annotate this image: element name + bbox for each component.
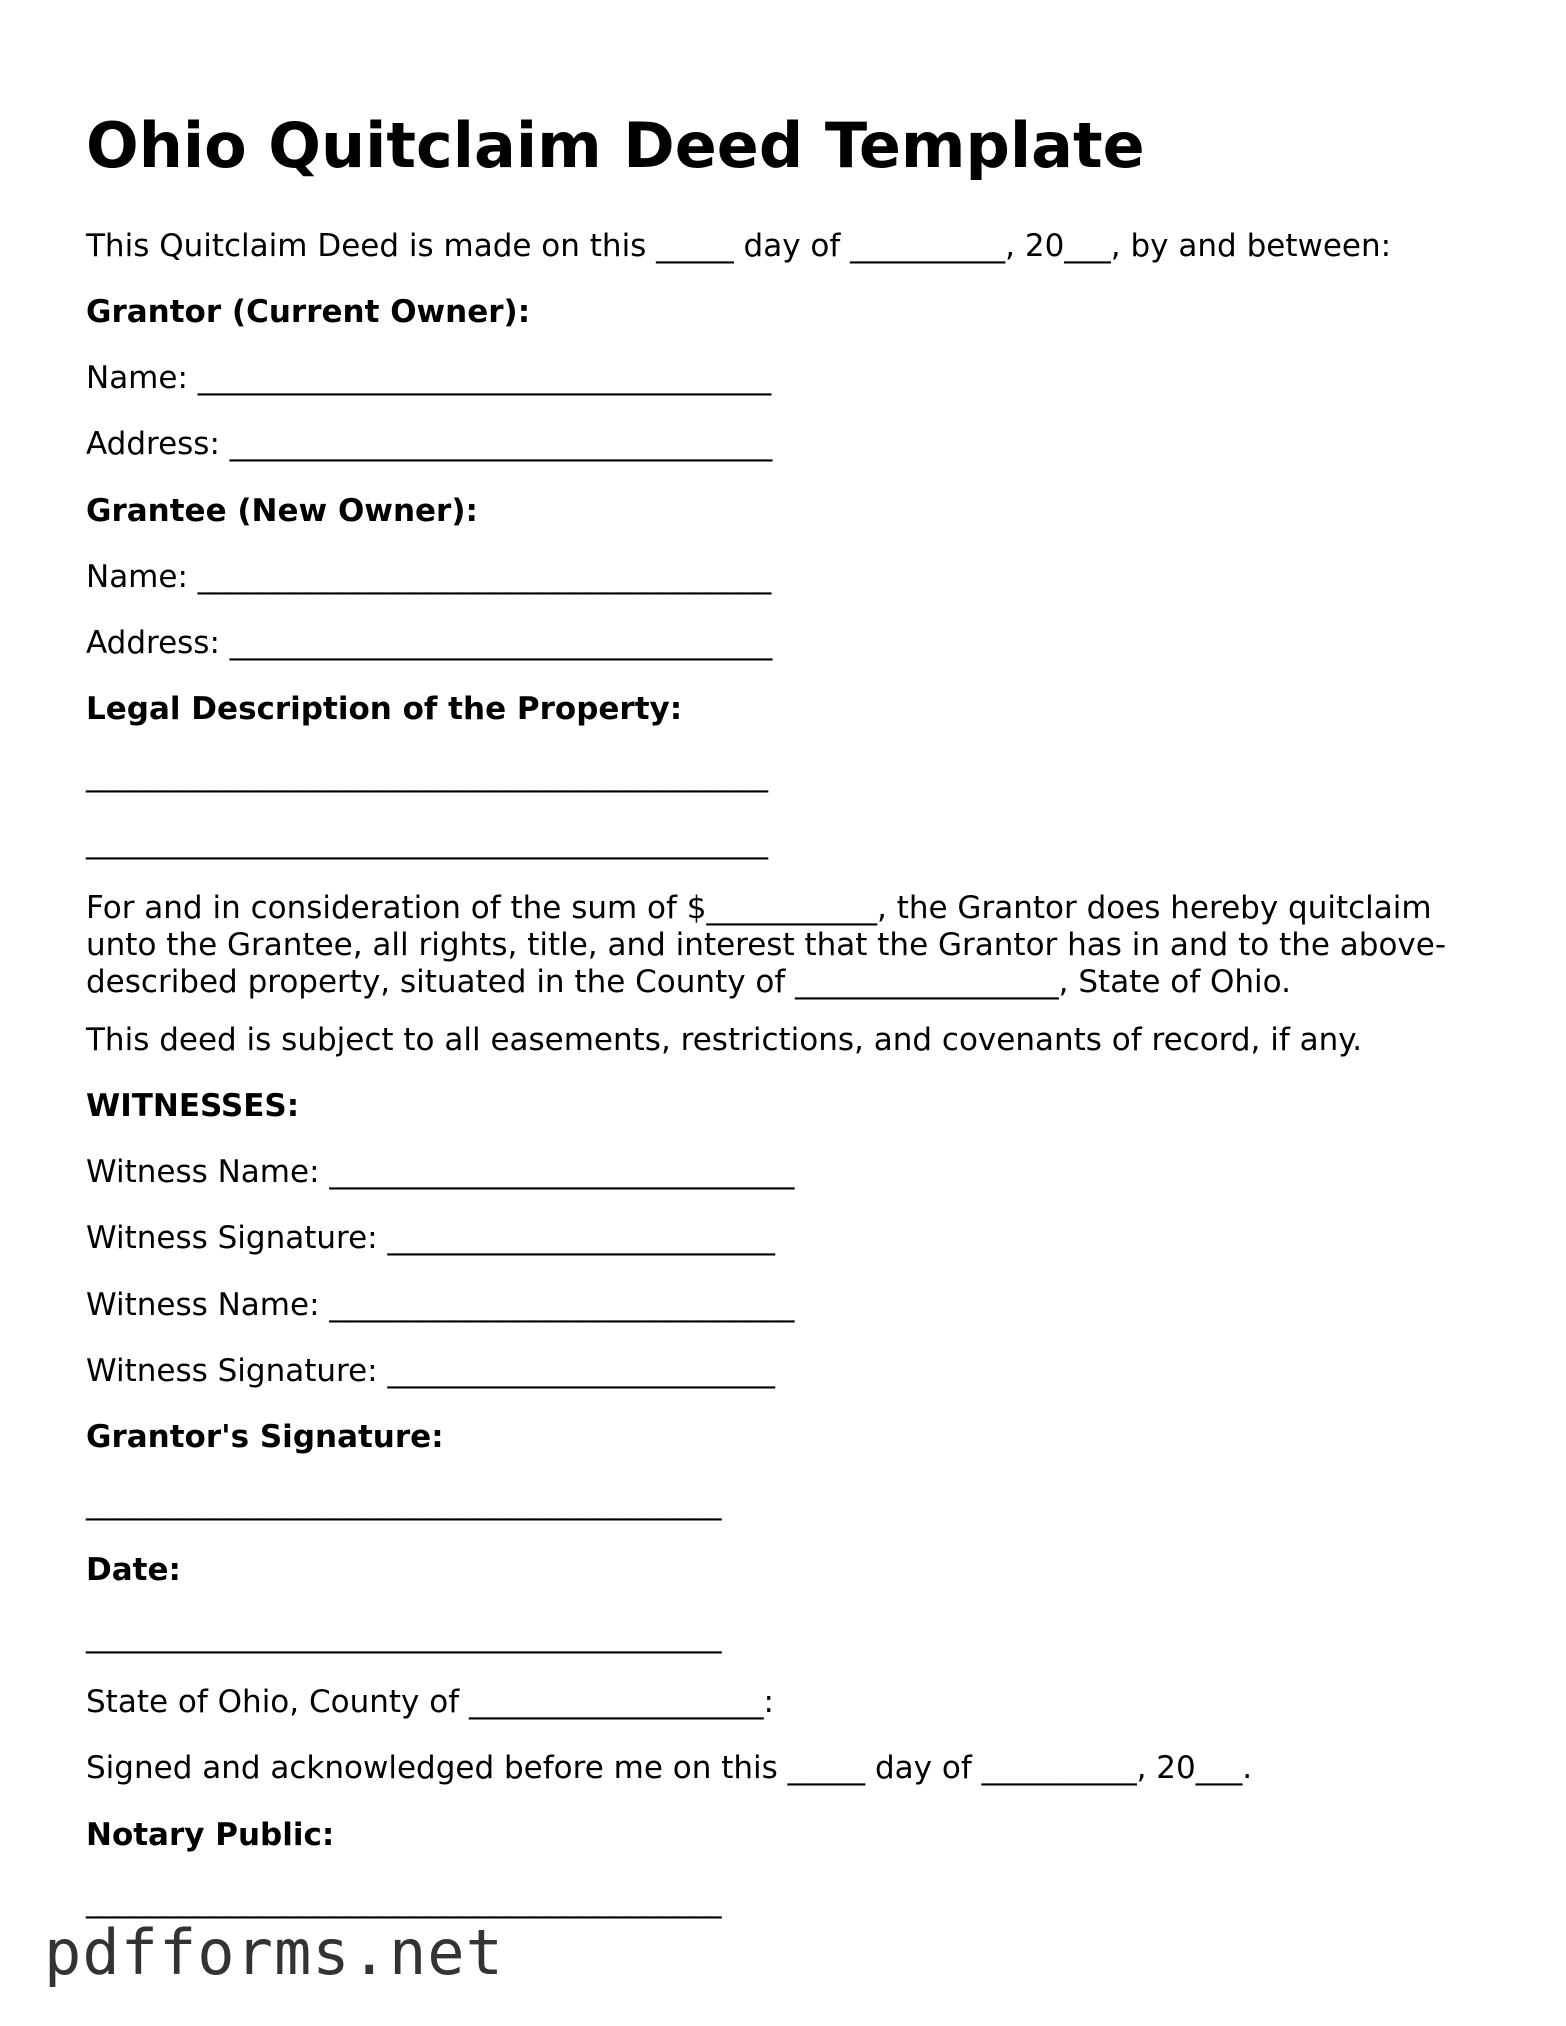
witness-signature-field: Witness Signature: _________________________ <box>86 1353 775 1389</box>
date-line: _________________________________________ <box>86 1618 722 1654</box>
legal-description-line: ____________________________________________ <box>86 824 768 860</box>
witness-name-field: Witness Name: ______________________________ <box>86 1287 795 1323</box>
grantor-address-field: Address: ___________________________________ <box>86 426 773 462</box>
watermark: pdfforms.net <box>44 1916 504 1989</box>
legal-description-heading: Legal Description of the Property: <box>86 691 683 727</box>
witness-name-field: Witness Name: ______________________________ <box>86 1154 795 1190</box>
grantor-signature-heading: Grantor's Signature: <box>86 1419 444 1455</box>
notary-public-heading: Notary Public: <box>86 1817 335 1853</box>
page-title: Ohio Quitclaim Deed Template <box>86 109 1145 182</box>
consideration-paragraph <box>86 890 1446 1001</box>
grantor-heading: Grantor (Current Owner): <box>86 294 531 330</box>
consideration-line: For and in consideration of the sum of $___________, the Grantor does hereby quitclaim <box>86 890 1432 926</box>
notary-state-county: State of Ohio, County of ___________________: <box>86 1684 774 1720</box>
grantee-address-field: Address: ___________________________________ <box>86 625 773 661</box>
grantee-heading: Grantee (New Owner): <box>86 493 478 529</box>
grantor-signature-line: _________________________________________ <box>86 1485 722 1521</box>
subject-text: This deed is subject to all easements, restrictions, and covenants of record, if any. <box>86 1022 1363 1058</box>
grantee-name-field: Name: _____________________________________ <box>86 559 772 595</box>
date-heading: Date: <box>86 1552 181 1588</box>
grantor-name-field: Name: _____________________________________ <box>86 360 772 396</box>
consideration-line: described property, situated in the County of _________________, State of Ohio. <box>86 964 1291 1000</box>
intro-text: This Quitclaim Deed is made on this _____ day of __________, 20___, by and between: <box>86 228 1392 264</box>
notary-acknowledged-text: Signed and acknowledged before me on this _____ day of __________, 20___. <box>86 1750 1253 1786</box>
legal-description-line: ____________________________________________ <box>86 757 768 793</box>
witness-signature-field: Witness Signature: _________________________ <box>86 1220 775 1256</box>
consideration-line: unto the Grantee, all rights, title, and interest that the Grantor has in and to the above- <box>86 927 1447 963</box>
notary-signature-line: _________________________________________ <box>86 1883 722 1919</box>
witnesses-heading: WITNESSES: <box>86 1088 300 1124</box>
